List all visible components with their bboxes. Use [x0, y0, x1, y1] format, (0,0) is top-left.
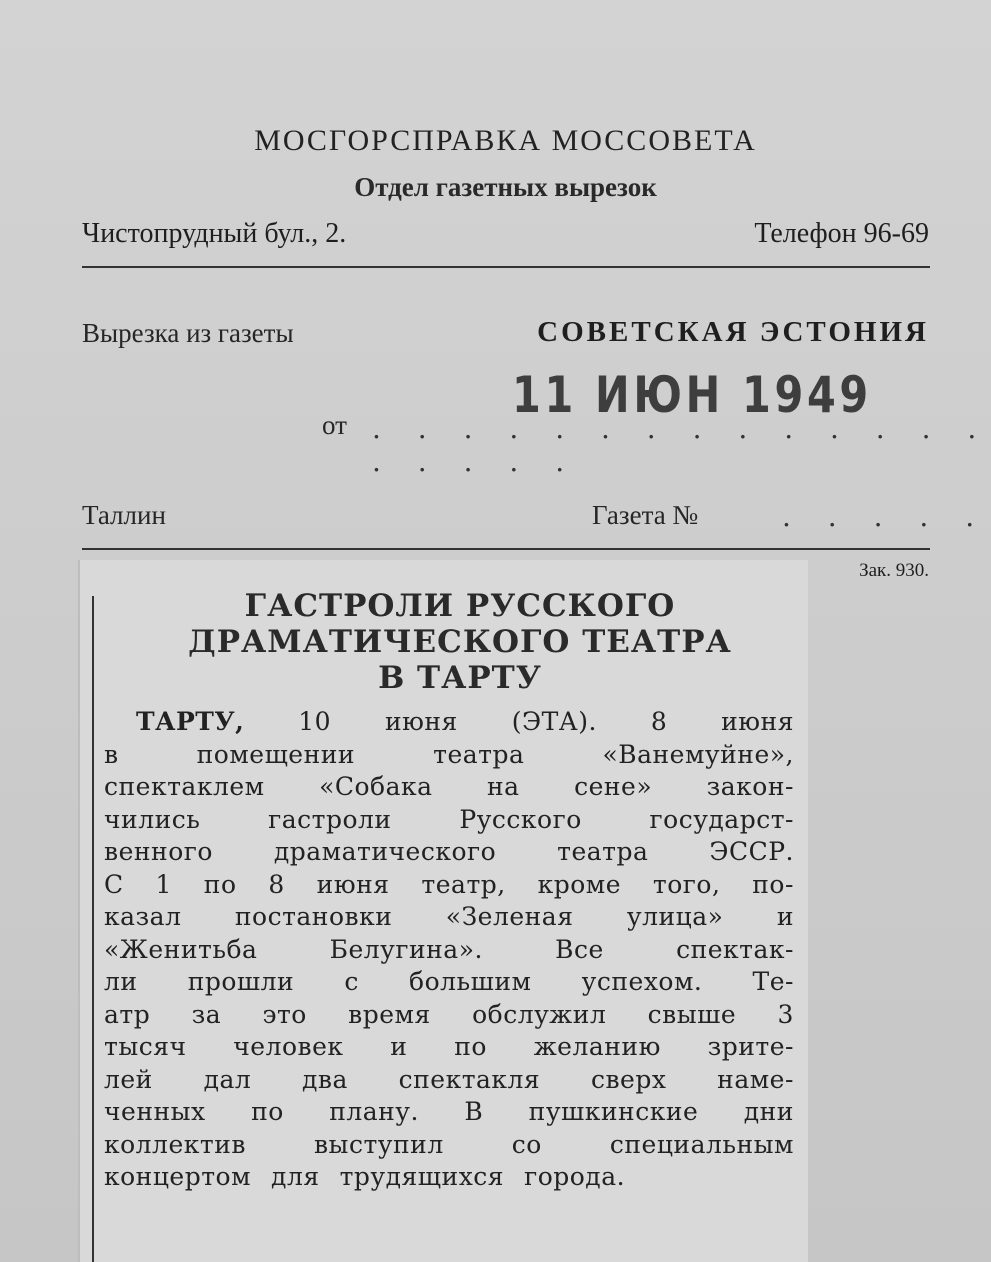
article-word: гастроли — [268, 804, 392, 834]
article-line — [104, 1129, 794, 1162]
article-word: «Собака — [319, 772, 433, 801]
article-word: спектак- — [676, 934, 794, 964]
article-word: ли — [104, 967, 138, 996]
article-word: июня — [721, 707, 794, 736]
article-word: ченных — [104, 1097, 206, 1126]
newspaper-name: СОВЕТСКАЯ ЭСТОНИЯ — [537, 316, 929, 348]
article-word: два — [302, 1064, 348, 1094]
newspaper-clipping — [80, 560, 808, 1262]
article-word: по — [251, 1097, 284, 1126]
article-word: Белугина». — [329, 934, 483, 964]
article-line — [104, 706, 794, 739]
article-line — [104, 999, 794, 1032]
city: Таллин — [82, 500, 166, 530]
article-word: дал — [203, 1064, 252, 1094]
article-word: большим — [409, 967, 532, 996]
article-line — [104, 1096, 794, 1129]
article-word: и — [776, 902, 794, 931]
phone: Телефон 96-69 — [754, 218, 929, 249]
article-word: наме- — [717, 1064, 794, 1094]
article-title-line: ДРАМАТИЧЕСКОГО ТЕАТРА — [188, 624, 732, 660]
article-word: Те- — [752, 967, 794, 996]
article-word: 1 — [155, 869, 172, 899]
article-word: С — [104, 869, 124, 899]
article-word: закон- — [706, 772, 794, 801]
article-word: государст- — [649, 804, 794, 834]
article-word: драматического — [273, 837, 497, 866]
article-word: «Ванемуйне», — [602, 739, 794, 769]
article-word: со — [511, 1129, 542, 1159]
address: Чистопрудный бул., 2. — [82, 218, 347, 249]
order-number: Зак. 930. — [859, 560, 929, 581]
article-line — [104, 869, 794, 902]
article-word: концертом — [104, 1162, 252, 1191]
article-word: спектакля — [398, 1064, 541, 1094]
article-word: того, — [652, 869, 721, 899]
article-line — [104, 1064, 794, 1097]
newspaper-number-label: Газета № — [592, 500, 699, 530]
bureau-title: МОСГОРСПРАВКА МОССОВЕТА — [254, 124, 757, 157]
article-word: человек — [233, 1032, 344, 1061]
article-word: за — [191, 999, 222, 1029]
article-word: свыше — [647, 999, 737, 1029]
article-word: чились — [104, 804, 201, 834]
article-word: атр — [104, 999, 151, 1029]
article-line — [104, 1161, 794, 1194]
article-word: лей — [104, 1064, 153, 1094]
article-word: улица» — [626, 902, 724, 931]
column-rule — [92, 596, 94, 1262]
article-word: постановки — [234, 902, 393, 931]
number-dotted-line: . . . . . — [782, 500, 989, 533]
department-name: Отдел газетных вырезок — [354, 172, 657, 202]
article-word: «Зеленая — [445, 902, 574, 931]
article-body — [104, 706, 794, 1194]
header-divider — [82, 266, 930, 268]
form-divider — [82, 548, 930, 550]
article-word: трудящихся — [339, 1162, 505, 1191]
article-word: В — [464, 1097, 484, 1126]
article-word: 3 — [777, 999, 794, 1029]
date-label: от — [322, 410, 347, 440]
article-word: и — [390, 1032, 408, 1061]
article-word: сверх — [590, 1064, 667, 1094]
article-word: «Женитьба — [104, 934, 258, 964]
article-word: спектаклем — [104, 772, 265, 801]
article-word: прошли — [187, 967, 295, 996]
article-word: выступил — [313, 1129, 444, 1159]
article-word: дни — [743, 1097, 794, 1126]
article-word: по — [454, 1032, 487, 1061]
article-word: помещении — [196, 739, 356, 769]
article-word: казал — [104, 902, 182, 931]
article-word: время — [348, 999, 431, 1029]
article-line — [104, 836, 794, 869]
article-word: по — [203, 869, 237, 899]
article-word: специальным — [609, 1129, 794, 1159]
article-line — [104, 804, 794, 837]
article-word: кроме — [537, 869, 622, 899]
article-word: для — [271, 1162, 320, 1191]
article-word: успехом. — [581, 967, 703, 996]
article-word: на — [487, 772, 520, 801]
article-word: города. — [524, 1162, 626, 1191]
article-line — [104, 966, 794, 999]
article-word: пушкинские — [528, 1097, 699, 1126]
article-word: венного — [104, 837, 213, 866]
date-dotted-line: . . . . . . . . . . . . . . . . . . . — [372, 412, 991, 478]
article-word: обслужил — [472, 999, 607, 1029]
article-word: ТАРТУ, — [136, 707, 245, 736]
article-title-line: В ТАРТУ — [378, 660, 542, 696]
article-word: это — [262, 999, 307, 1029]
article-word: тысяч — [104, 1032, 187, 1061]
article-word: ЭССР. — [709, 837, 794, 866]
article-word: в — [104, 739, 119, 769]
article-word: 8 — [268, 869, 285, 899]
article-line — [104, 1031, 794, 1064]
article-word: с — [344, 967, 359, 996]
article-title-line: ГАСТРОЛИ РУССКОГО — [244, 588, 676, 624]
article-line — [104, 901, 794, 934]
article-word: (ЭТА). — [511, 707, 597, 736]
article-word: сене» — [574, 772, 653, 801]
article-line — [104, 739, 794, 772]
article-word: июня — [316, 869, 390, 899]
article-word: плану. — [329, 1097, 419, 1126]
article-word: 8 — [650, 707, 668, 736]
article-word: зрите- — [707, 1032, 794, 1061]
article-line — [104, 934, 794, 967]
article-word: Русского — [459, 804, 582, 834]
article-title — [120, 588, 800, 696]
article-word: Все — [555, 934, 604, 964]
article-word: театр, — [421, 869, 506, 899]
article-word: июня — [384, 707, 458, 736]
article-word: желанию — [533, 1032, 661, 1061]
article-word: 10 — [298, 707, 332, 736]
article-line — [104, 771, 794, 804]
article-word: театра — [557, 837, 649, 866]
article-word: коллектив — [104, 1129, 246, 1159]
article-word: театра — [433, 739, 525, 769]
article-word: по- — [752, 869, 794, 899]
date-stamp: 11 ИЮН 1949 — [512, 366, 872, 424]
from-newspaper-label: Вырезка из газеты — [82, 318, 294, 348]
